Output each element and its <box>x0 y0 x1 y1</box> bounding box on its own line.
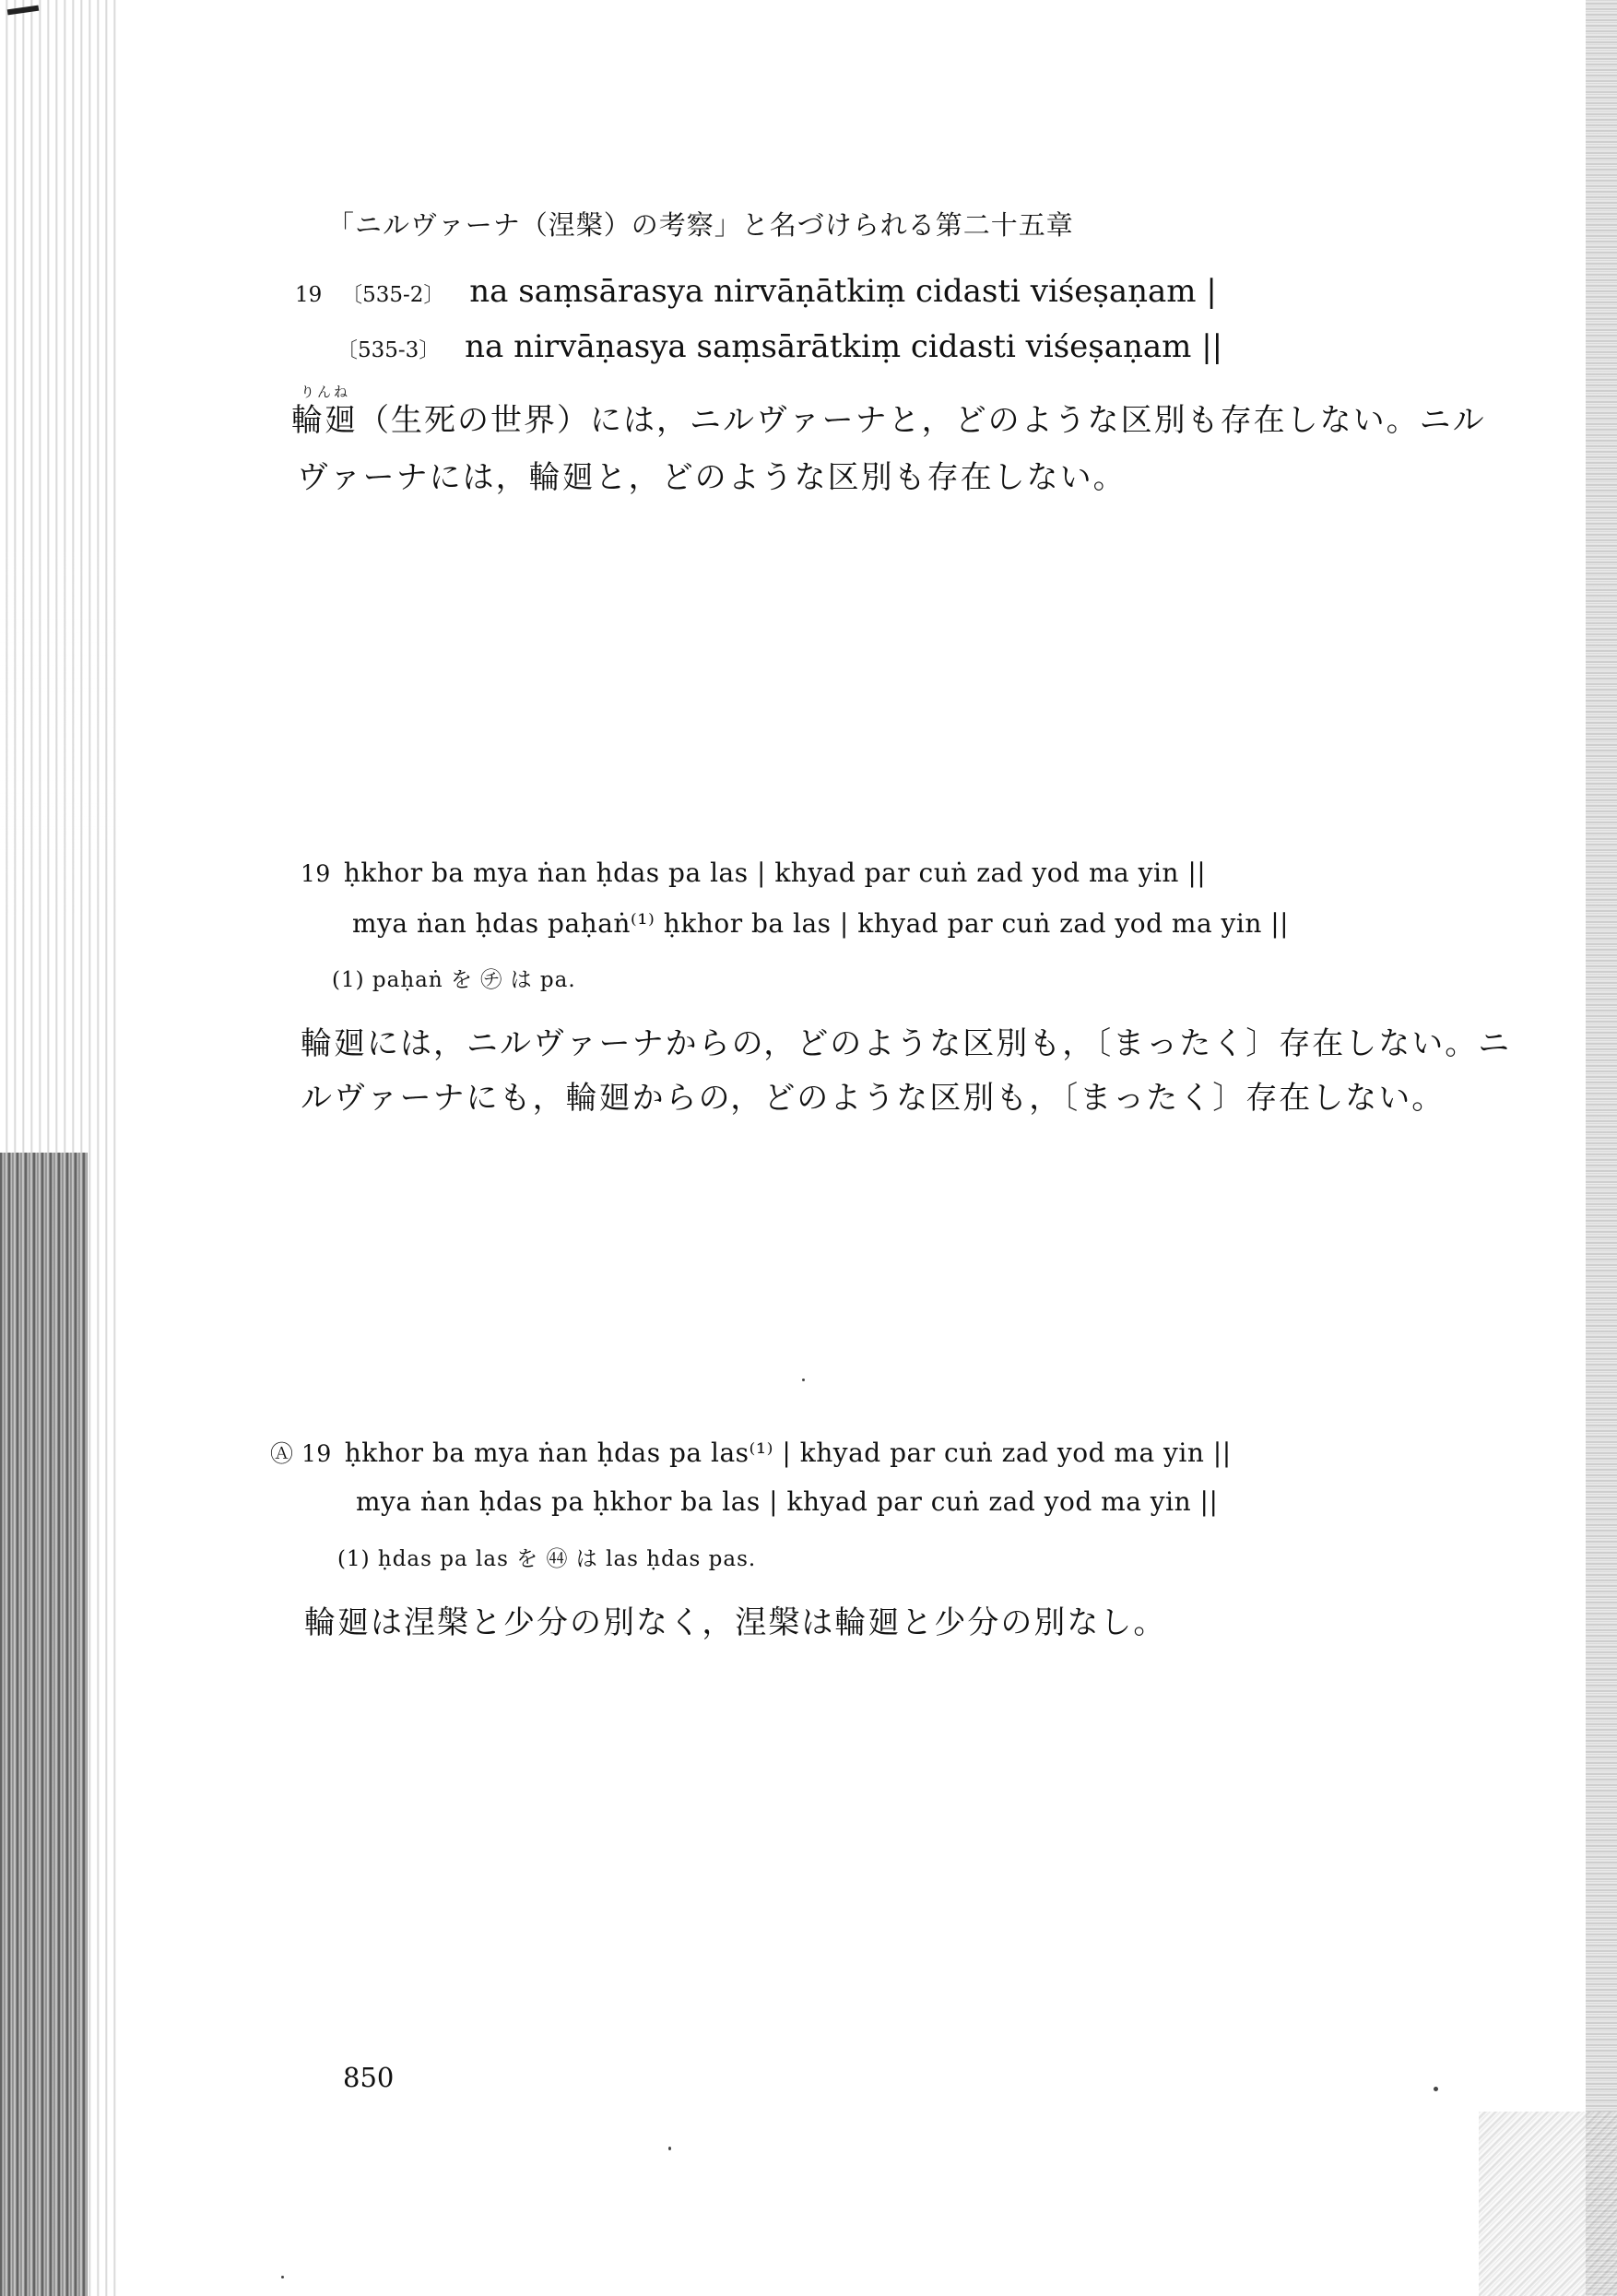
sanskrit-text: na nirvāṇasya saṃsārātkiṃ cidasti viśeṣaṇam || <box>465 328 1223 365</box>
tibetan-line-1 <box>270 1436 1232 1469</box>
translation-line: ルヴァーナにも，輪廻からの，どのような区別も，〔まったく〕存在しない。 <box>301 1080 1446 1117</box>
verse-number: 19 <box>301 860 331 887</box>
verse-number: Ⓐ 19 <box>270 1440 332 1467</box>
sanskrit-line-2 <box>336 328 1222 365</box>
tibetan-line-2: mya ṅan ḥdas pa ḥkhor ba las | khyad par cuṅ zad yod ma yin || <box>356 1486 1219 1517</box>
footnote: (1) ḥdas pa las を ㊹ は las ḥdas pas. <box>337 1547 757 1571</box>
tibetan-text: ḥkhor ba mya ṅan ḥdas pa las | khyad par cuṅ zad yod ma yin || <box>343 858 1207 888</box>
chapter-header: 「ニルヴァーナ（涅槃）の考察」と名づけられる第二十五章 <box>327 209 1074 241</box>
tibetan-line-2: mya ṅan ḥdas paḥaṅ⁽¹⁾ ḥkhor ba las | khyad par cuṅ zad yod ma yin || <box>352 908 1290 939</box>
translation-line: ヴァーナには，輪廻と，どのような区別も存在しない。 <box>297 459 1127 496</box>
footnote: (1) paḥaṅ を ㋠ は pa. <box>332 968 576 992</box>
verse-reference: 〔535-3〕 <box>336 338 441 362</box>
translation-line: 輪廻（生死の世界）には，ニルヴァーナと，どのような区別も存在しない。ニル <box>291 402 1486 439</box>
page-number: 850 <box>343 2062 395 2093</box>
sanskrit-line-1 <box>295 273 1217 310</box>
tibetan-line-1 <box>301 858 1206 888</box>
ruby-annotation: りんね <box>301 384 351 400</box>
tibetan-text: ḥkhor ba mya ṅan ḥdas pa las⁽¹⁾ | khyad par cuṅ zad yod ma yin || <box>344 1438 1232 1468</box>
translation-line: 輪廻には，ニルヴァーナからの，どのような区別も，〔まったく〕存在しない。ニ <box>301 1025 1512 1062</box>
translation-line: 輪廻は涅槃と少分の別なく，涅槃は輪廻と少分の別なし。 <box>304 1604 1167 1641</box>
sanskrit-text: na saṃsārasya nirvāṇātkiṃ cidasti viśeṣaṇam | <box>469 273 1217 310</box>
verse-number: 19 <box>295 283 323 307</box>
verse-reference: 〔535-2〕 <box>341 283 445 307</box>
